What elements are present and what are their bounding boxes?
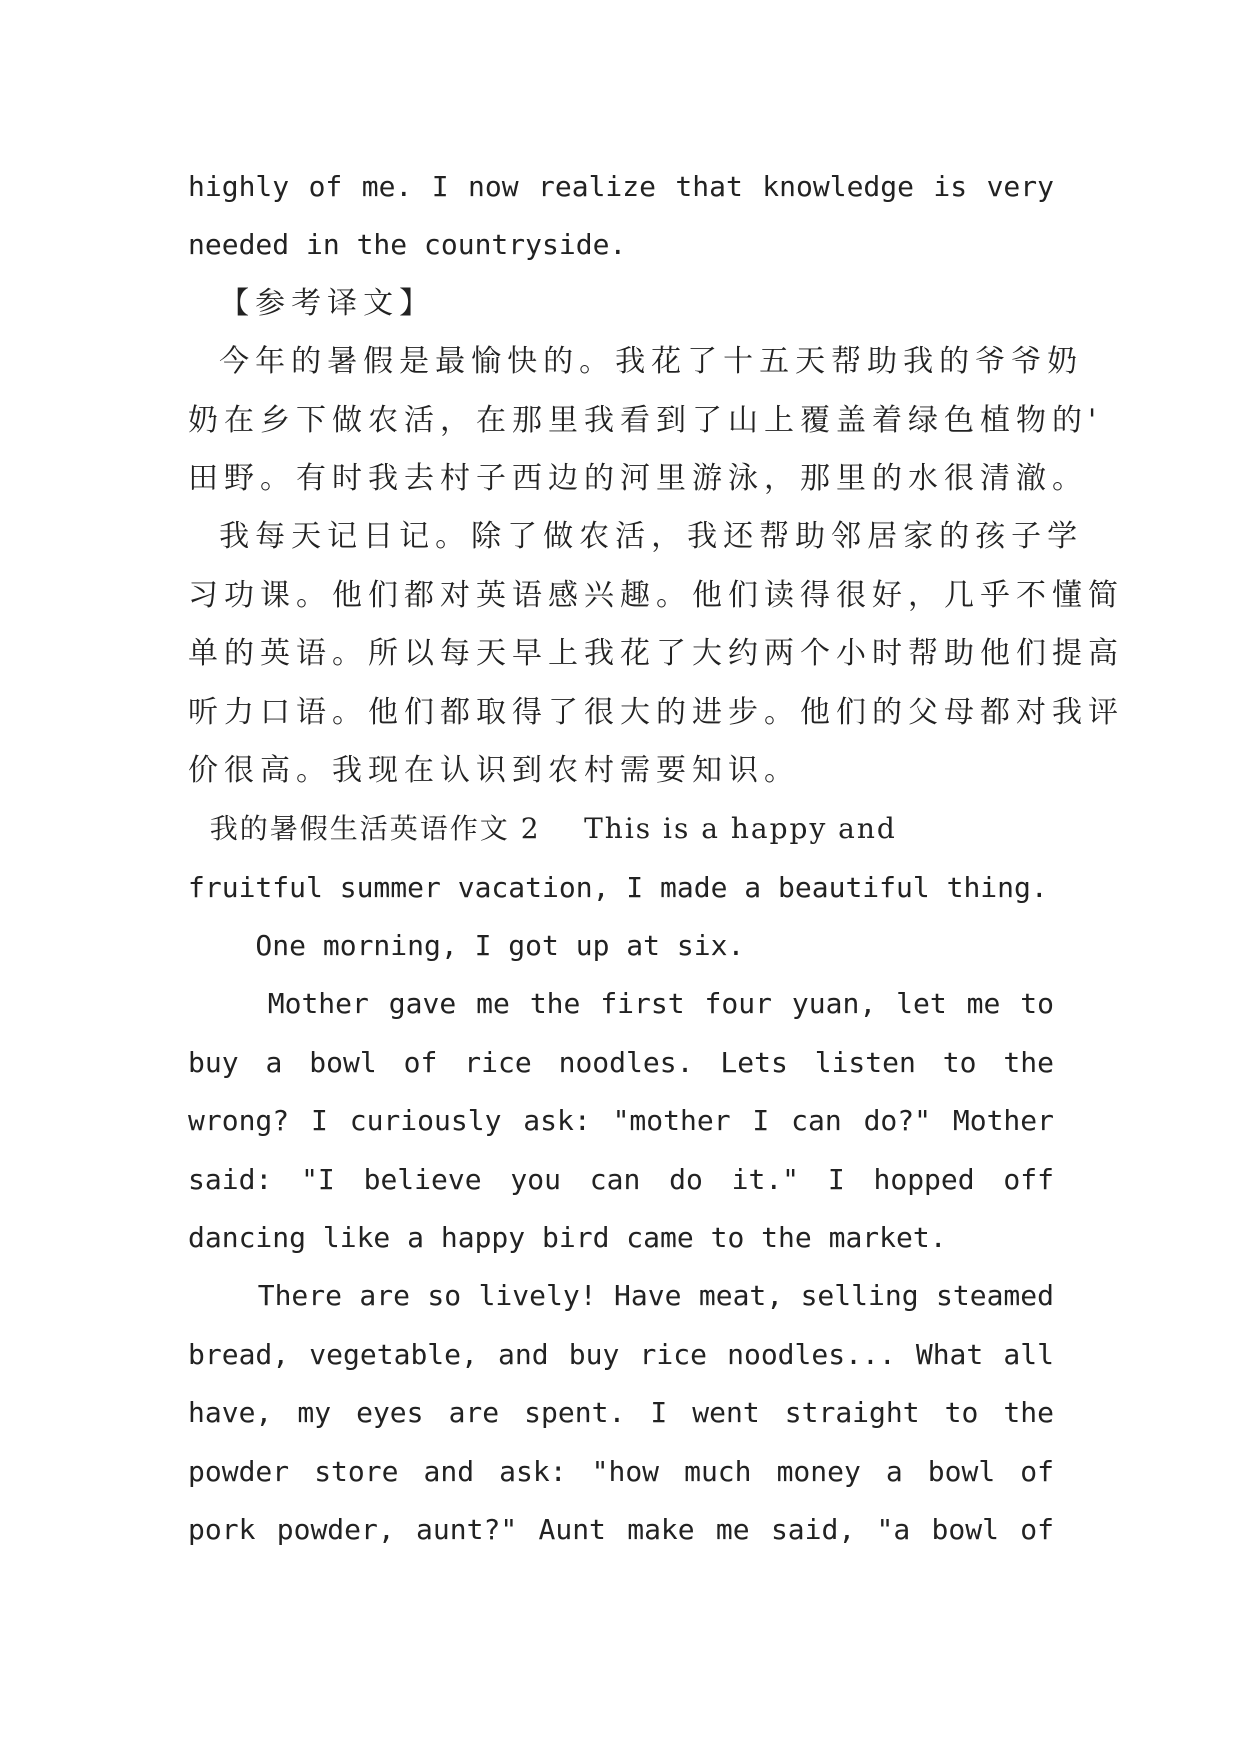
document-page (188, 158, 1124, 1559)
text-line: dancing like a happy bird came to the market. (188, 1221, 947, 1255)
text-line: pork powder, aunt?" Aunt make me said, "a bowl of (188, 1512, 1054, 1546)
essay-title-line: 我的暑假生活英语作文 2 This is a happy and (188, 812, 897, 846)
paragraph-mother (188, 975, 1054, 1267)
text-line: needed in the countryside. (188, 228, 627, 262)
paragraph-translation-2 (188, 508, 1124, 800)
paragraph-translation-1 (188, 333, 1103, 508)
text-line: There are so lively! Have meat, selling steamed (188, 1279, 1054, 1313)
paragraph-continuation (188, 158, 1054, 275)
essay-title-paragraph (188, 800, 1054, 917)
text-line: buy a bowl of rice noodles. Lets listen to the (188, 1045, 1054, 1079)
text-line: 奶在乡下做农活，在那里我看到了山上覆盖着绿色植物的' (188, 402, 1103, 438)
text-line: One morning, I got up at six. (188, 929, 745, 963)
text-line: powder store and ask: "how much money a bowl of (188, 1454, 1054, 1488)
text-line: said: "I believe you can do it." I hopped off (188, 1162, 1054, 1196)
text-line: 单的英语。所以每天早上我花了大约两个小时帮助他们提高 (188, 636, 1124, 672)
text-line: bread, vegetable, and buy rice noodles... What all (188, 1337, 1054, 1371)
heading-line: 【参考译文】 (188, 285, 436, 321)
text-line: 我每天记日记。除了做农活，我还帮助邻居家的孩子学 (188, 519, 1084, 555)
text-line: have, my eyes are spent. I went straight to the (188, 1396, 1054, 1430)
text-line: highly of me. I now realize that knowledge is very (188, 170, 1054, 203)
text-line: fruitful summer vacation, I made a beautiful thing. (188, 870, 1048, 904)
text-line: wrong? I curiously ask: "mother I can do?" Mother (188, 1104, 1054, 1138)
text-line: 听力口语。他们都取得了很大的进步。他们的父母都对我评 (188, 694, 1124, 730)
translation-heading (188, 275, 1054, 333)
paragraph-market (188, 1267, 1054, 1559)
paragraph-morning (188, 917, 1054, 975)
text-line: 习功课。他们都对英语感兴趣。他们读得很好，几乎不懂简 (188, 577, 1124, 613)
text-line: 价很高。我现在认识到农村需要知识。 (188, 752, 800, 788)
text-line: 今年的暑假是最愉快的。我花了十五天帮助我的爷爷奶 (188, 344, 1084, 380)
text-line: 田野。有时我去村子西边的河里游泳，那里的水很清澈。 (188, 460, 1088, 496)
text-line: Mother gave me the first four yuan, let me to (188, 987, 1054, 1021)
